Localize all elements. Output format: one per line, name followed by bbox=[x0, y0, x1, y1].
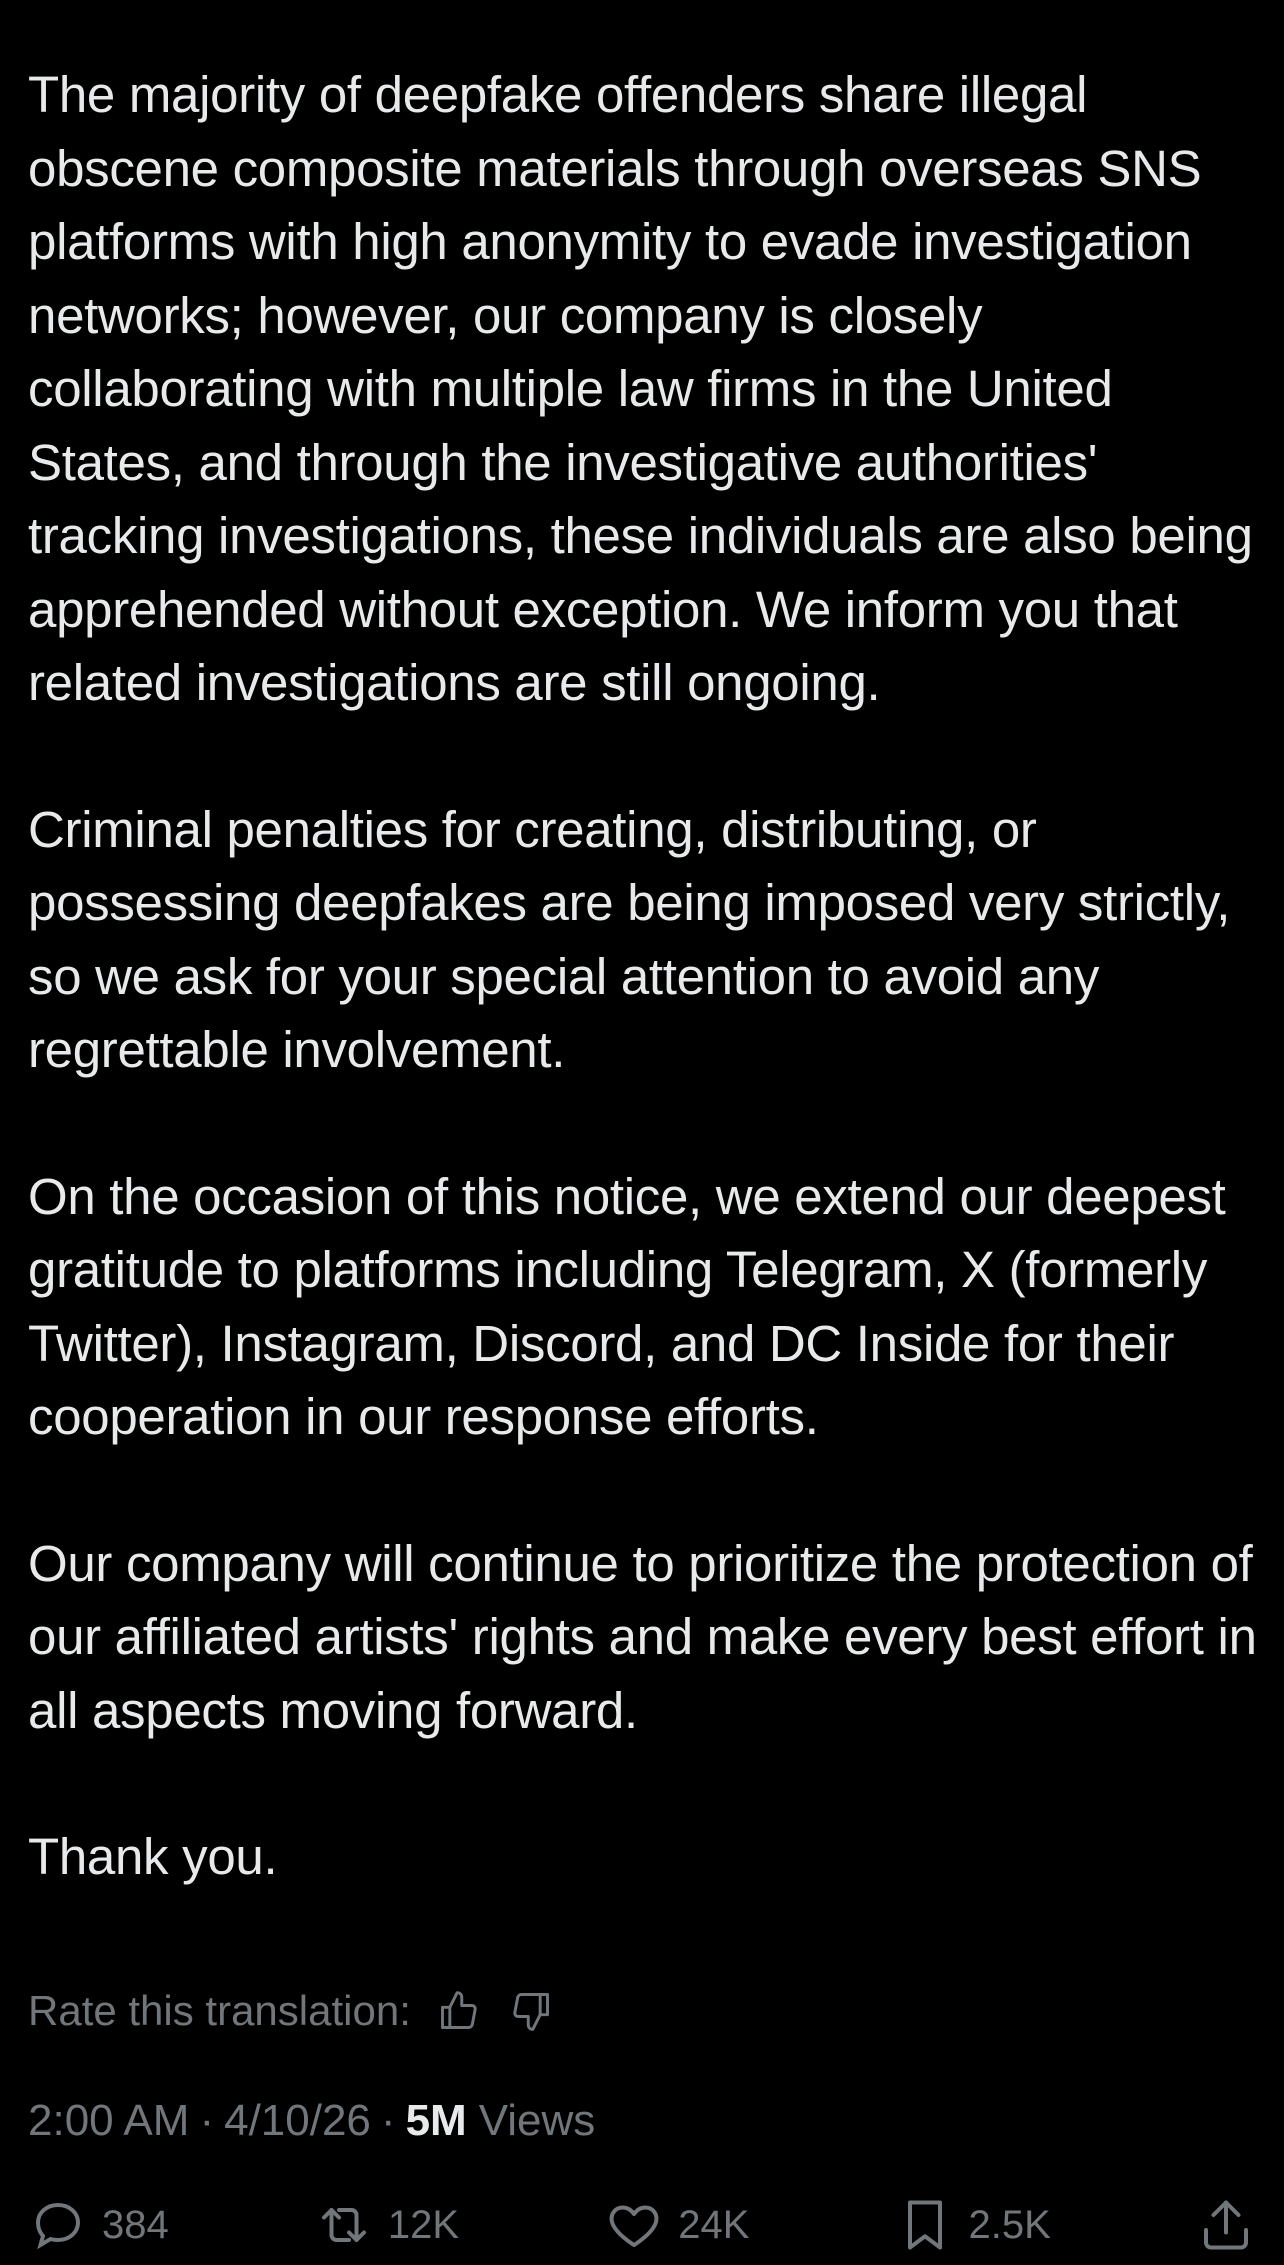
reply-button[interactable] bbox=[28, 2195, 169, 2255]
rate-translation-row bbox=[28, 1980, 555, 2042]
tweet-paragraph: Criminal penalties for creating, distributing, or possessing deepfakes are being imposed very strictly, so we ask for your special attention to avoid any regrettable involvement. bbox=[28, 800, 1231, 1078]
like-count: 24K bbox=[678, 2202, 750, 2247]
meta-separator: · bbox=[199, 2096, 215, 2145]
bookmark-count: 2.5K bbox=[968, 2202, 1051, 2247]
tweet-date[interactable]: 4/10/26 bbox=[224, 2096, 371, 2145]
tweet-action-bar bbox=[28, 2195, 1256, 2265]
tweet-paragraph: On the occasion of this notice, we extend our deepest gratitude to platforms including Telegram, X (formerly Twitter), Instagram, Discord, and DC Inside for their cooperation in our response efforts. bbox=[28, 1167, 1226, 1445]
tweet-time[interactable]: 2:00 AM bbox=[28, 2096, 190, 2145]
repost-count: 12K bbox=[387, 2202, 460, 2247]
views-label: Views bbox=[478, 2096, 596, 2145]
tweet-paragraph: Thank you. bbox=[28, 1828, 278, 1885]
repost-icon bbox=[314, 2195, 374, 2255]
meta-separator: · bbox=[380, 2096, 396, 2145]
tweet-meta bbox=[28, 2090, 595, 2152]
thumbs-up-icon[interactable] bbox=[435, 1987, 483, 2035]
views-count[interactable]: 5M bbox=[405, 2096, 467, 2145]
rate-translation-label: Rate this translation: bbox=[28, 1987, 411, 2034]
share-icon bbox=[1196, 2195, 1256, 2255]
repost-button[interactable] bbox=[314, 2195, 459, 2255]
reply-icon bbox=[28, 2195, 88, 2255]
tweet-paragraph: Our company will continue to prioritize the protection of our affiliated artists' rights and make every best effort in all aspects moving forward. bbox=[28, 1534, 1257, 1739]
heart-icon bbox=[604, 2195, 664, 2255]
bookmark-button[interactable] bbox=[895, 2195, 1051, 2255]
share-button[interactable] bbox=[1196, 2195, 1256, 2255]
like-button[interactable] bbox=[604, 2195, 749, 2255]
tweet-paragraph: The majority of deepfake offenders share illegal obscene composite materials through overseas SNS platforms with high anonymity to evade investigation networks; however, our company is closely collaborating with multiple law firms in the United States, and through the investigative authorities' tracking investigations, these individuals are also being apprehended without exception. We inform you that related investigations are still ongoing. bbox=[28, 66, 1253, 711]
thumbs-down-icon[interactable] bbox=[507, 1987, 555, 2035]
bookmark-icon bbox=[895, 2195, 955, 2255]
tweet-text bbox=[28, 58, 1268, 1894]
reply-count: 384 bbox=[102, 2202, 169, 2247]
